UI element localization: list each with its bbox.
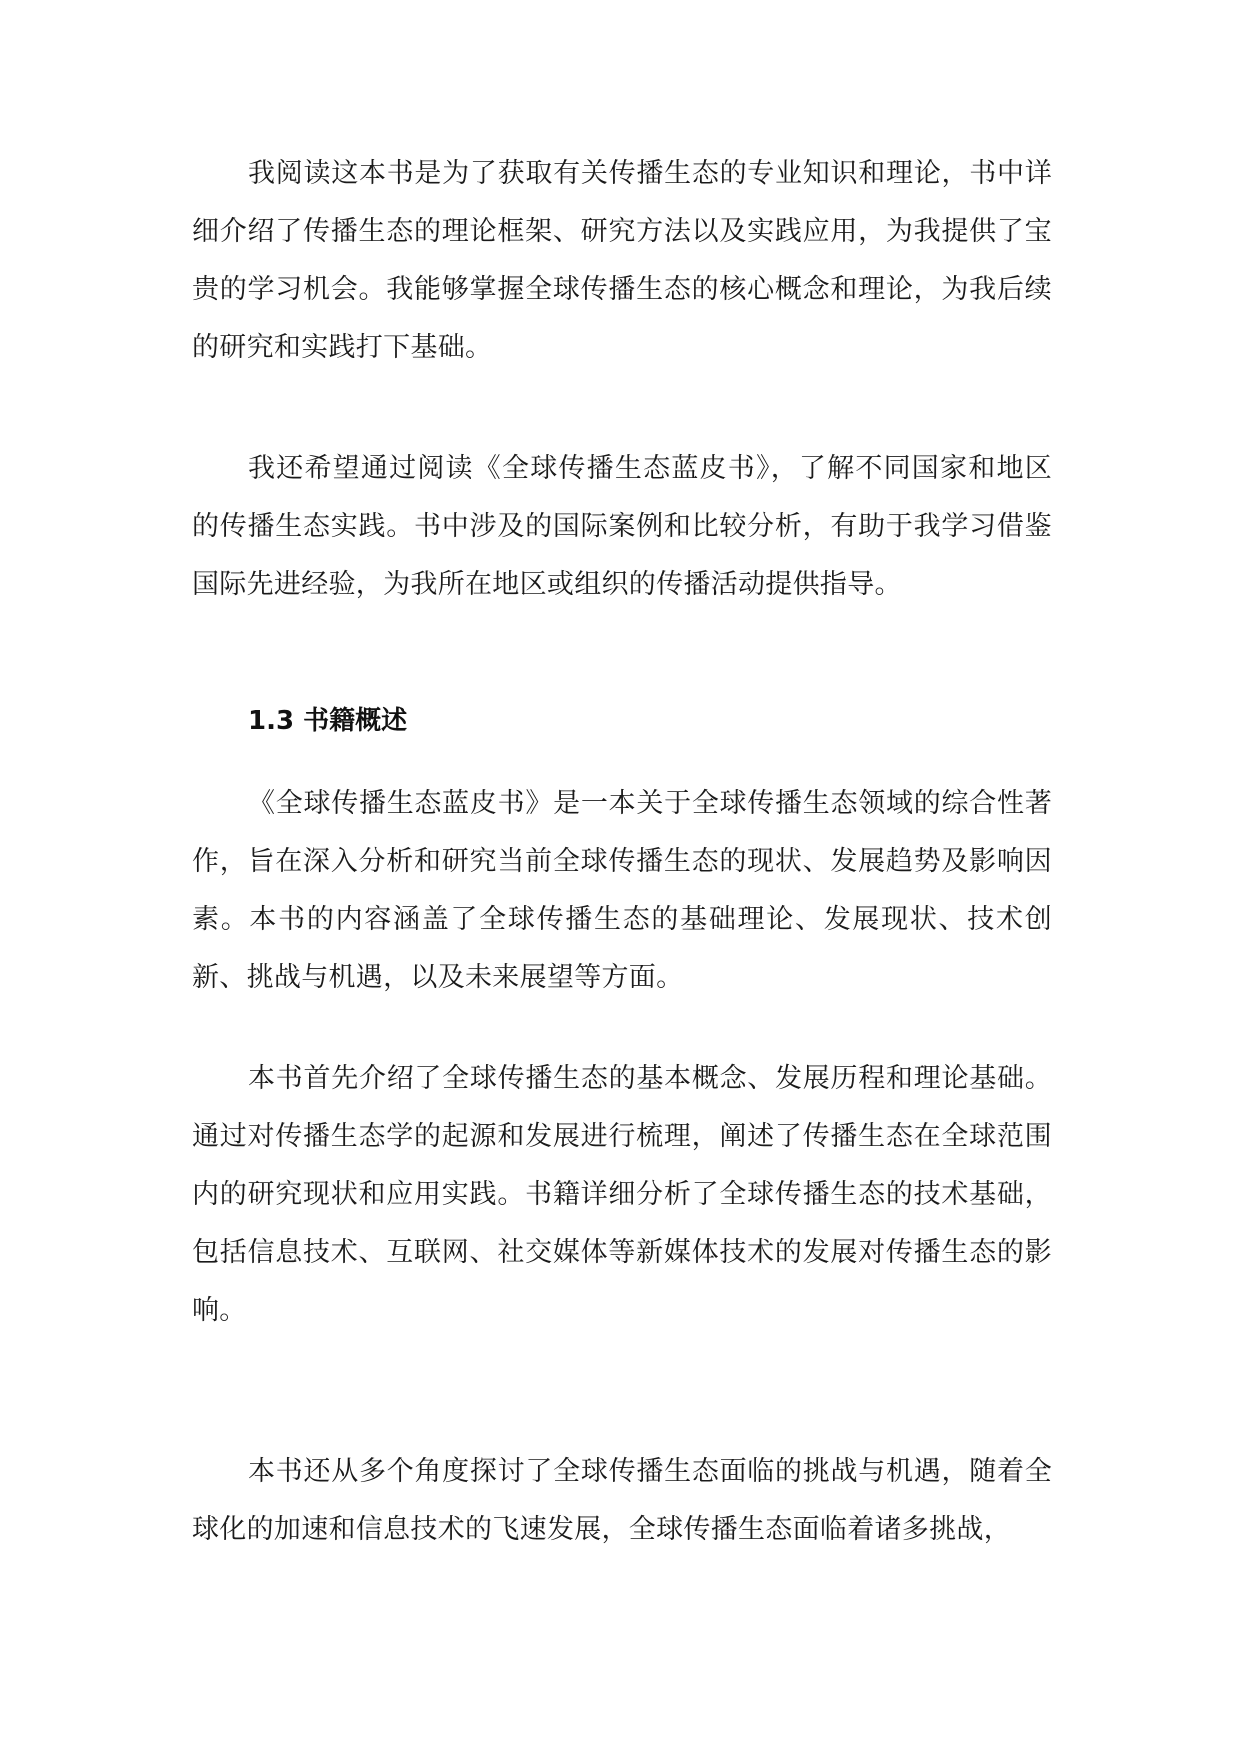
paragraph-reading-purpose: 我阅读这本书是为了获取有关传播生态的专业知识和理论，书中详细介绍了传播生态的理论框架、研究方法以及实践应用，为我提供了宝贵的学习机会。我能够掌握全球传播生态的核心概念和理论，为我后续的研究和实践打下基础。 (192, 158, 1052, 363)
paragraph-book-introduction: 本书首先介绍了全球传播生态的基本概念、发展历程和理论基础。通过对传播生态学的起源和发展进行梳理，阐述了传播生态在全球范围内的研究现状和应用实践。书籍详细分析了全球传播生态的技术基础，包括信息技术、互联网、社交媒体等新媒体技术的发展对传播生态的影响。 (192, 1063, 1052, 1326)
paragraph-international-practice: 我还希望通过阅读《全球传播生态蓝皮书》，了解不同国家和地区的传播生态实践。书中涉及的国际案例和比较分析，有助于我学习借鉴国际先进经验，为我所在地区或组织的传播活动提供指导。 (192, 453, 1052, 600)
body-text-block (192, 440, 1052, 614)
section-heading: 1.3 书籍概述 (248, 706, 408, 736)
body-text-block (192, 1050, 1052, 1340)
body-text-block (192, 145, 1052, 377)
body-text-block (192, 775, 1052, 1007)
paragraph-book-overview: 《全球传播生态蓝皮书》是一本关于全球传播生态领域的综合性著作，旨在深入分析和研究当前全球传播生态的现状、发展趋势及影响因素。本书的内容涵盖了全球传播生态的基础理论、发展现状、技术创新、挑战与机遇，以及未来展望等方面。 (192, 788, 1052, 993)
body-text-block (192, 1443, 1052, 1559)
paragraph-challenges: 本书还从多个角度探讨了全球传播生态面临的挑战与机遇，随着全球化的加速和信息技术的飞速发展，全球传播生态面临着诸多挑战， (192, 1456, 1052, 1545)
